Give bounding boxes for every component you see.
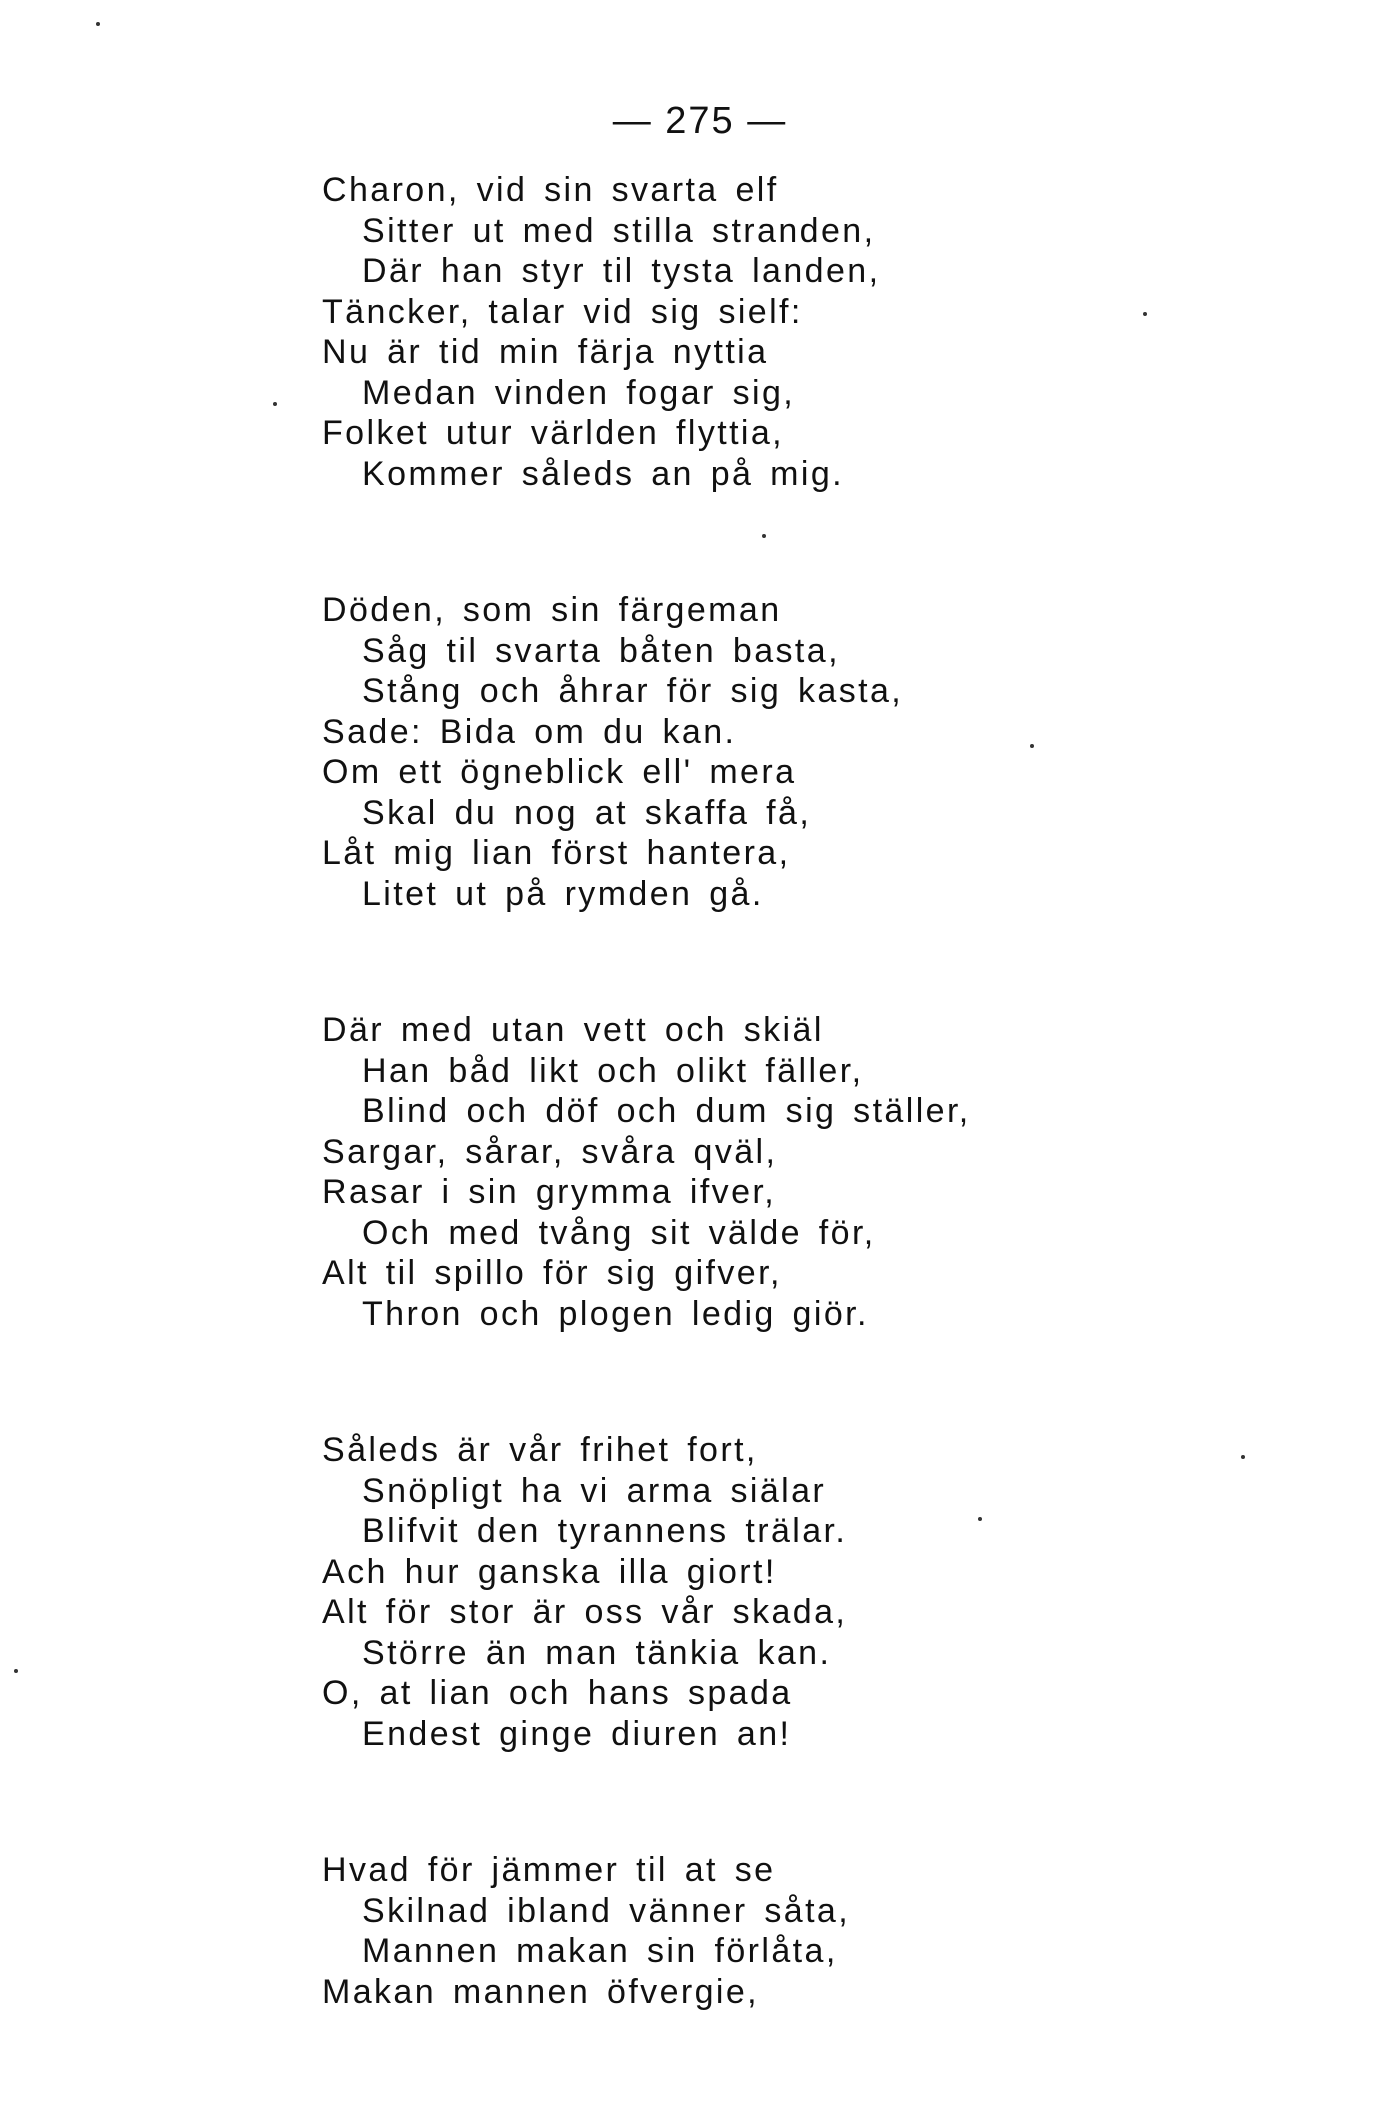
verse-line: Thron och plogen ledig giör. (362, 1294, 869, 1333)
stanza (322, 170, 1322, 494)
verse-line: Rasar i sin grymma ifver, (322, 1173, 777, 1211)
verse-line: Snöpligt ha vi arma siälar (362, 1471, 827, 1510)
verse-line: Skilnad ibland vänner såta, (362, 1891, 851, 1930)
verse-line: Makan mannen öfvergie, (322, 1972, 760, 2011)
verse-line: Folket utur världen flyttia, (322, 414, 785, 452)
verse-line: Han båd likt och olikt fäller, (362, 1051, 864, 1090)
scan-speck (1143, 312, 1147, 316)
verse-line: Sargar, sårar, svåra qväl, (322, 1132, 778, 1171)
verse-line: Täncker, talar vid sig sielf: (322, 292, 803, 331)
verse-line: Mannen makan sin förlåta, (362, 1932, 838, 1970)
scan-speck (762, 534, 766, 538)
verse-line: Där han styr til tysta landen, (362, 252, 881, 290)
verse-line: Såleds är vår frihet fort, (322, 1431, 758, 1469)
verse-line: Hvad för jämmer til at se (322, 1851, 776, 1889)
verse-line: Såg til svarta båten basta, (362, 631, 840, 670)
verse-line: Blifvit den tyrannens trälar. (362, 1512, 848, 1550)
verse-line: Endest ginge diuren an! (362, 1714, 792, 1753)
scan-speck (273, 402, 277, 406)
verse-line: Charon, vid sin svarta elf (322, 171, 779, 209)
stanza (322, 1010, 1322, 1334)
scan-speck (96, 22, 100, 26)
verse-line: Medan vinden fogar sig, (362, 373, 796, 412)
verse-line: Döden, som sin färgeman (322, 591, 782, 629)
verse-line: Låt mig lian först hantera, (322, 834, 791, 872)
scan-speck (14, 1669, 18, 1673)
verse-line: Alt til spillo för sig gifver, (322, 1254, 782, 1292)
verse-line: Sade: Bida om du kan. (322, 712, 737, 751)
verse-line: Blind och döf och dum sig ställer, (362, 1092, 971, 1130)
verse-line: Större än man tänkia kan. (362, 1633, 832, 1672)
scan-speck (978, 1517, 982, 1521)
scan-speck (1241, 1455, 1245, 1459)
verse-line: Nu är tid min färja nyttia (322, 333, 769, 371)
stanza (322, 1850, 1322, 2012)
verse-line: Ach hur ganska illa giort! (322, 1552, 777, 1591)
page-number: — 275 — (612, 100, 788, 142)
verse-line: Skal du nog at skaffa få, (362, 793, 812, 832)
stanza (322, 590, 1322, 914)
scan-speck (1030, 744, 1034, 748)
verse-line: Litet ut på rymden gå. (362, 874, 764, 913)
verse-line: O, at lian och hans spada (322, 1674, 793, 1712)
stanza (322, 1430, 1322, 1754)
poem (322, 170, 1322, 2108)
verse-line: Alt för stor är oss vår skada, (322, 1593, 848, 1631)
verse-line: Om ett ögneblick ell' mera (322, 753, 797, 791)
verse-line: Där med utan vett och skiäl (322, 1011, 824, 1049)
verse-line: Kommer såleds an på mig. (362, 454, 844, 493)
verse-line: Sitter ut med stilla stranden, (362, 211, 876, 250)
verse-line: Stång och åhrar för sig kasta, (362, 672, 904, 710)
verse-line: Och med tvång sit välde för, (362, 1213, 876, 1252)
